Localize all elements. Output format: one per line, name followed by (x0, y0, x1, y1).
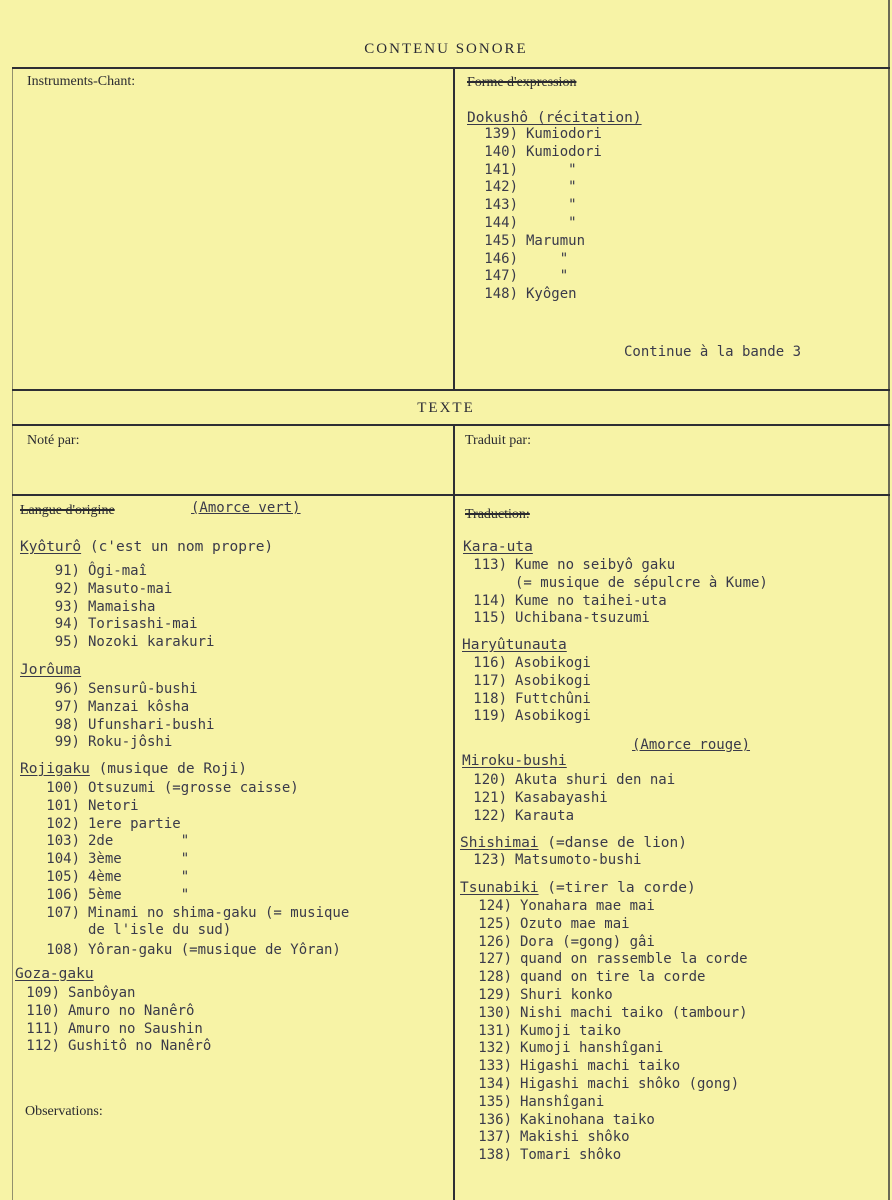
list-item: 107) Minami no shima-gaku (= musique (46, 904, 350, 921)
list-item: 104) 3ème " (46, 851, 190, 868)
list-item: 116) Asobikogi (473, 655, 591, 671)
joruma-items (38, 681, 214, 752)
list-item: 141) " (484, 161, 577, 178)
left-edge-rule (12, 67, 13, 1200)
list-item: 137) Makishi shôko (478, 1129, 630, 1146)
list-item: 95) Nozoki karakuri (54, 634, 215, 651)
list-item: 139) Kumiodori (484, 126, 602, 142)
texte-rule (12, 424, 890, 426)
shishimai-items (465, 852, 641, 870)
observations-label: Observations: (25, 1104, 103, 1119)
rojigaku-items (38, 780, 349, 960)
list-item: 91) Ôgi-maî (54, 563, 148, 579)
haryutunauta-items (465, 655, 591, 726)
list-item: 111) Amuro no Saushin (26, 1020, 203, 1037)
list-item: 147) " (484, 268, 569, 285)
kyoturo-items (38, 563, 214, 652)
list-item: 100) Otsuzumi (=grosse caisse) (46, 780, 299, 796)
list-item: 142) " (484, 179, 577, 196)
list-item: 135) Hanshîgani (478, 1093, 605, 1110)
list-item: 103) 2de " (46, 833, 190, 850)
amorce-rouge: (Amorce rouge) (632, 737, 751, 753)
list-item: 113) Kume no seibyô gaku (473, 557, 676, 573)
list-item: 128) quand on tire la corde (478, 969, 706, 986)
langue-label (20, 503, 115, 519)
list-item: 131) Kumoji taiko (478, 1022, 622, 1039)
miroku-items (465, 772, 675, 825)
list-item: (= musique de sépulcre à Kume) (515, 574, 768, 591)
list-item: 106) 5ème " (46, 886, 190, 903)
list-item: 117) Asobikogi (473, 672, 591, 689)
continue-note: Continue à la bande 3 (624, 344, 802, 360)
list-item: 108) Yôran-gaku (=musique de Yôran) (46, 942, 341, 959)
list-item: 102) 1ere partie (46, 815, 181, 832)
list-item: 148) Kyôgen (484, 286, 577, 303)
list-item: 133) Higashi machi taiko (478, 1058, 681, 1075)
list-item: 138) Tomari shôko (478, 1147, 622, 1164)
dokusho-heading: Dokushô (récitation) (467, 110, 642, 126)
forme-label-text: Forme d'expression (467, 75, 577, 90)
list-item: 105) 4ème " (46, 868, 190, 885)
list-item: 127) quand on rassemble la corde (478, 951, 748, 968)
list-item: 144) " (484, 214, 577, 231)
rojigaku-heading: Rojigaku (musique de Roji) (20, 761, 247, 777)
joruma-heading: Jorôuma (20, 662, 82, 678)
list-item: 98) Ufunshari-bushi (54, 716, 215, 733)
top-rule (12, 67, 890, 69)
list-item: 118) Futtchûni (473, 690, 591, 707)
center-divider-bottom (453, 424, 455, 1200)
list-item: 101) Netori (46, 797, 139, 814)
tsunabiki-heading: Tsunabiki (=tirer la corde) (460, 880, 696, 896)
traduction-label (465, 507, 530, 523)
langue-label-text: Langue d'origine (20, 503, 115, 518)
list-item: 146) " (484, 250, 569, 267)
list-item: 112) Gushitô no Nanêrô (26, 1038, 212, 1055)
gozagaku-heading: Goza-gaku (15, 966, 94, 982)
list-item: 114) Kume no taihei-uta (473, 592, 667, 609)
note-rule (12, 494, 890, 496)
list-item: 109) Sanbôyan (26, 985, 136, 1001)
traduit-par-label: Traduit par: (465, 433, 531, 448)
note-par-label: Noté par: (27, 433, 80, 448)
list-item: 126) Dora (=gong) gâi (478, 933, 655, 950)
list-item: 145) Marumun (484, 232, 586, 249)
list-item: 93) Mamaisha (54, 598, 156, 615)
list-item: 129) Shuri konko (478, 986, 613, 1003)
list-item: 119) Asobikogi (473, 708, 591, 725)
forme-label (467, 75, 576, 91)
list-item: 123) Matsumoto-bushi (473, 852, 642, 868)
list-item: 130) Nishi machi taiko (tambour) (478, 1004, 748, 1021)
haryutunauta-heading: Haryûtunauta (462, 637, 567, 653)
instruments-label: Instruments-Chant: (27, 74, 136, 89)
list-item: 121) Kasabayashi (473, 789, 608, 806)
mid-rule (12, 389, 890, 391)
list-item: 136) Kakinohana taiko (478, 1111, 655, 1128)
traduction-label-text: Traduction: (465, 507, 530, 522)
right-edge-rule (888, 0, 890, 1200)
center-divider-top (453, 67, 455, 390)
tsunabiki-items (470, 898, 748, 1165)
list-item: 96) Sensurû-bushi (54, 681, 198, 697)
gozagaku-items (18, 985, 211, 1056)
texte-header: TEXTE (417, 400, 475, 416)
list-item: 92) Masuto-mai (54, 580, 173, 597)
list-item: 134) Higashi machi shôko (gong) (478, 1075, 740, 1092)
list-item: 132) Kumoji hanshîgani (478, 1040, 664, 1057)
miroku-heading: Miroku-bushi (462, 753, 567, 769)
list-item: 140) Kumiodori (484, 143, 602, 160)
list-item: 115) Uchibana-tsuzumi (473, 610, 650, 627)
list-item: 122) Karauta (473, 807, 575, 824)
list-item: 124) Yonahara mae mai (478, 898, 655, 914)
karauta-items (465, 557, 768, 628)
list-item: 125) Ozuto mae mai (478, 915, 630, 932)
forme-items (476, 126, 602, 304)
kyoturo-heading: Kyôturô (c'est un nom propre) (20, 539, 274, 555)
amorce-vert: (Amorce vert) (191, 500, 301, 516)
karauta-heading: Kara-uta (463, 539, 533, 555)
contenu-sonore-header: CONTENU SONORE (364, 41, 528, 57)
shishimai-heading: Shishimai (=danse de lion) (460, 835, 687, 851)
list-item: 110) Amuro no Nanêrô (26, 1002, 195, 1019)
list-item: 97) Manzai kôsha (54, 698, 190, 715)
list-item: 99) Roku-jôshi (54, 734, 173, 751)
list-item: de l'isle du sud) (88, 922, 232, 939)
list-item: 143) " (484, 197, 577, 214)
list-item: 94) Torisashi-mai (54, 616, 198, 633)
list-item: 120) Akuta shuri den nai (473, 772, 676, 788)
